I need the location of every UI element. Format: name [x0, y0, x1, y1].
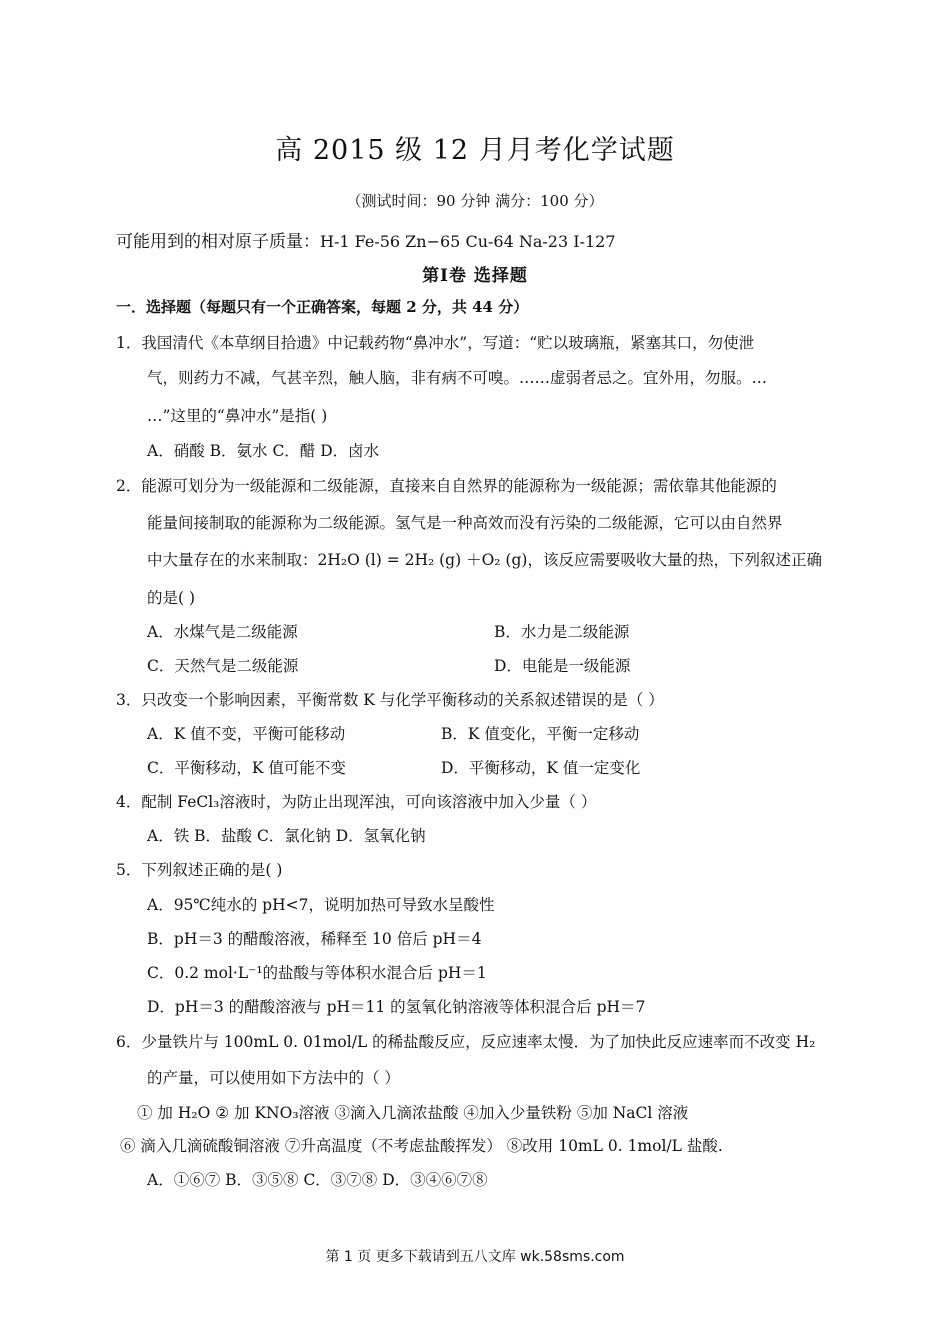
question-5-line-1: 5．下列叙述正确的是( ) — [116, 861, 283, 879]
question-2-line-1: 2．能源可划分为一级能源和二级能源，直接来自自然界的能源称为一级能源；需依靠其他能源的 — [116, 477, 777, 495]
question-1-line-3: …”这里的“鼻冲水”是指( ) — [147, 407, 328, 425]
part-heading: 一．选择题（每题只有一个正确答案，每题 2 分，共 44 分） — [116, 298, 529, 316]
question-6-line-2: 的产量，可以使用如下方法中的（ ） — [147, 1069, 400, 1087]
question-5-option-c: C．0.2 mol·L⁻¹的盐酸与等体积水混合后 pH＝1 — [147, 964, 487, 982]
question-2-line-3: 中大量存在的水来制取：2H₂O (l) = 2H₂ (g) ＋O₂ (g)，该反应需要吸收大量的热，下列叙述正确 — [147, 551, 822, 569]
question-6-line-3: ① 加 H₂O ② 加 KNO₃溶液 ③滴入几滴浓盐酸 ④加入少量铁粉 ⑤加 NaCl 溶液 — [137, 1104, 689, 1122]
atomic-masses — [116, 227, 616, 252]
section-title: 第Ⅰ卷 选择题 — [422, 266, 528, 286]
exam-subtitle: （测试时间：90 分钟 满分：100 分） — [346, 192, 604, 210]
question-5-option-b: B．pH＝3 的醋酸溶液，稀释至 10 倍后 pH＝4 — [147, 930, 482, 948]
question-3-option-c: C．平衡移动，K 值可能不变 — [147, 759, 346, 777]
question-3-option-b: B．K 值变化，平衡一定移动 — [441, 725, 640, 743]
question-2-line-2: 能量间接制取的能源称为二级能源。氢气是一种高效而没有污染的二级能源，它可以由自然界 — [147, 514, 783, 532]
atomic-masses-values: H-1 Fe-56 Zn−65 Cu-64 Na-23 I-127 — [320, 232, 616, 251]
question-1-line-1: 1．我国清代《本草纲目拾遗》中记载药物“鼻冲水”，写道：“贮以玻璃瓶，紧塞其口，勿使泄 — [116, 334, 755, 352]
question-3-option-a: A．K 值不变，平衡可能移动 — [147, 725, 346, 743]
question-2-option-a: A．水煤气是二级能源 — [147, 623, 298, 641]
question-5-option-d: D．pH＝3 的醋酸溶液与 pH＝11 的氢氧化钠溶液等体积混合后 pH＝7 — [147, 998, 646, 1016]
question-2-line-4: 的是( ) — [147, 589, 196, 607]
question-6-line-4: ⑥ 滴入几滴硫酸铜溶液 ⑦升高温度（不考虑盐酸挥发） ⑧改用 10mL 0. 1mol/L 盐酸. — [120, 1137, 723, 1155]
question-5-option-a: A．95℃纯水的 pH<7，说明加热可导致水呈酸性 — [147, 896, 495, 914]
question-6-line-1: 6．少量铁片与 100mL 0. 01mol/L 的稀盐酸反应，反应速率太慢．为了加快此反应速率而不改变 H₂ — [116, 1033, 816, 1051]
question-3-option-d: D．平衡移动，K 值一定变化 — [441, 759, 641, 777]
question-1-line-2: 气，则药力不减，气甚辛烈，触人脑，非有病不可嗅。……虚弱者忌之。宜外用，勿服。… — [147, 369, 768, 387]
page-footer: 第 1 页 更多下载请到五八文库 wk.58sms.com — [325, 1249, 625, 1265]
question-3-line-1: 3．只改变一个影响因素，平衡常数 K 与化学平衡移动的关系叙述错误的是（ ） — [116, 691, 664, 709]
question-4-options: A．铁 B．盐酸 C．氯化钠 D．氢氧化钠 — [147, 827, 426, 845]
question-2-option-b: B．水力是二级能源 — [494, 623, 630, 641]
question-2-option-d: D．电能是一级能源 — [494, 657, 631, 675]
question-2-option-c: C．天然气是二级能源 — [147, 657, 299, 675]
question-4-line-1: 4．配制 FeCl₃溶液时，为防止出现浑浊，可向该溶液中加入少量（ ） — [116, 793, 597, 811]
question-6-options: A．①⑥⑦ B．③⑤⑧ C．③⑦⑧ D．③④⑥⑦⑧ — [147, 1171, 488, 1189]
atomic-masses-label: 可能用到的相对原子质量： — [116, 232, 320, 252]
question-1-options: A．硝酸 B．氨水 C．醋 D．卤水 — [147, 442, 380, 460]
page-title: 高 2015 级 12 月月考化学试题 — [275, 135, 675, 166]
